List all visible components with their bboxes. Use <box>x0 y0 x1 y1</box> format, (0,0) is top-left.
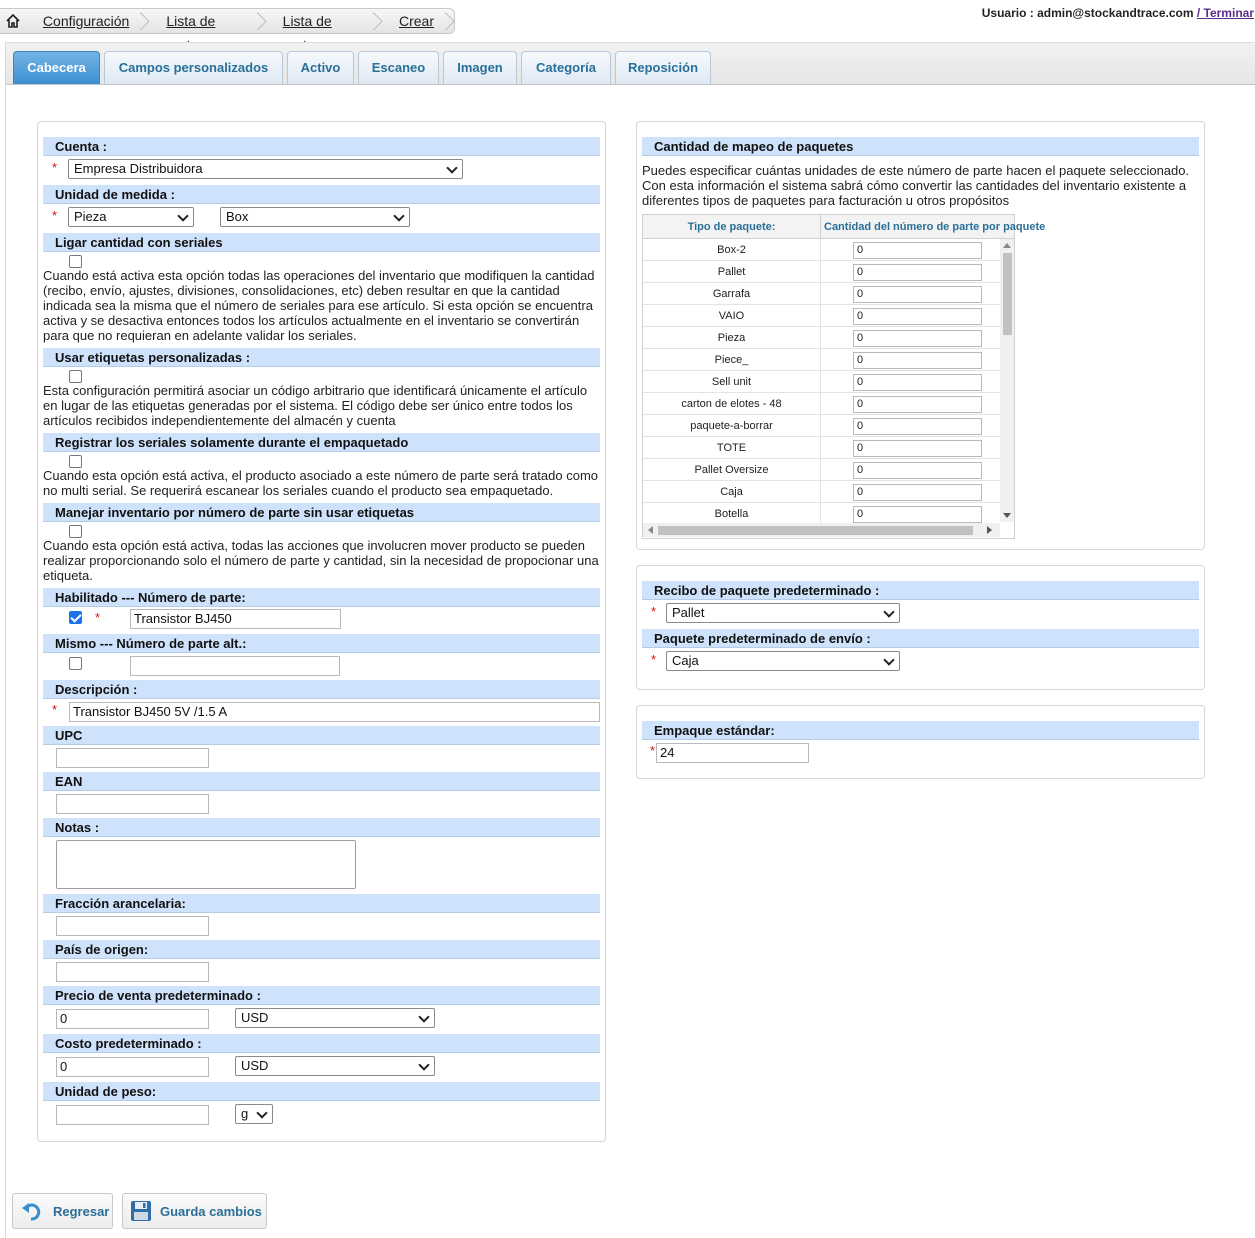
precio-venta-label: Precio de venta predeterminado : <box>43 986 600 1005</box>
back-button[interactable] <box>12 1193 113 1229</box>
mismo-label: Mismo --- Número de parte alt.: <box>43 634 600 653</box>
fraccion-input[interactable] <box>56 916 209 936</box>
empaque-panel <box>636 705 1205 779</box>
tipo-paquete-cell: Pieza <box>643 327 821 349</box>
cantidad-input[interactable]: 0 <box>853 308 982 325</box>
tab-categoria[interactable]: Categoría <box>521 51 611 84</box>
cantidad-input[interactable]: 0 <box>853 286 982 303</box>
cantidad-input[interactable]: 0 <box>853 330 982 347</box>
breadcrumb-lista-partes[interactable]: Lista de <box>149 9 265 33</box>
required-marker: * <box>52 208 58 223</box>
logout-link[interactable]: / Terminar <box>1196 6 1254 20</box>
registrar-seriales-label: Registrar los seriales solamente durante el empaquetado <box>43 433 600 452</box>
col-tipo-paquete[interactable]: Tipo de paquete: <box>643 215 821 239</box>
user-info <box>982 6 1254 20</box>
scroll-left-icon[interactable] <box>648 526 653 534</box>
manejar-inventario-desc: Cuando esta opción está activa, todas las acciones que involucren mover producto se pueden realizar proporcionando solo el número de parte y cantidad, sin la necesidad de propocionar una etiqueta. <box>43 538 599 583</box>
required-marker: * <box>95 610 101 625</box>
tab-bar <box>6 43 1255 85</box>
table-row <box>643 393 1000 415</box>
precio-moneda-select[interactable]: USD <box>235 1008 435 1028</box>
ligar-seriales-checkbox[interactable] <box>69 255 82 268</box>
tipo-paquete-cell: Garrafa <box>643 283 821 305</box>
tipo-paquete-cell: paquete-a-borrar <box>643 415 821 437</box>
required-marker: * <box>650 743 656 758</box>
precio-venta-input[interactable]: 0 <box>56 1009 209 1029</box>
manejar-inventario-label: Manejar inventario por número de parte sin usar etiquetas <box>43 503 600 522</box>
required-marker: * <box>651 652 657 667</box>
ligar-seriales-desc: Cuando está activa esta opción todas las operaciones del inventario que modifiquen la cantidad (recibo, envío, ajustes, divisiones, consolidaciones, etc) deben resultar en que la cantidad indicada sea la misma que el número de seriales para ese artículo. Si esta opción se encuentra activa y se desactiva entonces todos los artículos actualmente en el inventario se convertirán para que no requieran en adelante validar los seriales. <box>43 268 595 343</box>
tab-escaneo[interactable]: Escaneo <box>358 51 439 84</box>
tab-reposicion[interactable]: Reposición <box>615 51 711 84</box>
tipo-paquete-cell: Box-2 <box>643 239 821 261</box>
costo-moneda-select[interactable]: USD <box>235 1056 435 1076</box>
required-marker: * <box>52 702 58 717</box>
required-marker: * <box>651 604 657 619</box>
ligar-seriales-label: Ligar cantidad con seriales <box>43 233 600 252</box>
table-row <box>643 261 1000 283</box>
etiquetas-desc: Esta configuración permitirá asociar un código arbitrario que identificará únicamente el artículo en lugar de las etiquetas generadas por el sistema. El código debe ser único entre todos los artículos recibidos independientemente del almacén y cuenta <box>43 383 588 428</box>
cantidad-input[interactable]: 0 <box>853 440 982 457</box>
empaque-label: Empaque estándar: <box>642 721 1199 740</box>
numero-parte-input[interactable]: Transistor BJ450 <box>130 609 341 629</box>
notas-textarea[interactable] <box>56 840 356 889</box>
grid-horizontal-scrollbar[interactable] <box>643 523 1000 537</box>
cantidad-input[interactable]: 0 <box>853 352 982 369</box>
unidad-medida-label: Unidad de medida : <box>43 185 600 204</box>
registrar-seriales-desc: Cuando esta opción está activa, el producto asociado a este número de parte será tratado como no multi serial. Se requerirá escanear los seriales cuando el producto sea empaquetado. <box>43 468 599 498</box>
breadcrumb-lista-partes-2[interactable]: Lista de <box>266 9 382 33</box>
tipo-paquete-cell: Pallet Oversize <box>643 459 821 481</box>
cantidad-input[interactable]: 0 <box>853 242 982 259</box>
required-marker: * <box>52 160 58 175</box>
mapeo-grid <box>642 214 1046 539</box>
tab-campos-personalizados[interactable]: Campos personalizados <box>104 51 283 84</box>
mapeo-grid-header <box>643 215 1046 239</box>
costo-label: Costo predeterminado : <box>43 1034 600 1053</box>
unidad-paquete-select[interactable]: Box <box>220 207 410 227</box>
cantidad-input[interactable]: 0 <box>853 462 982 479</box>
col-cantidad[interactable]: Cantidad del número de parte por paquete <box>824 221 1046 233</box>
tipo-paquete-cell: Pallet <box>643 261 821 283</box>
cantidad-input[interactable]: 0 <box>853 396 982 413</box>
cantidad-input[interactable]: 0 <box>853 374 982 391</box>
user-label: Usuario : admin@stockandtrace.com <box>981 6 1194 20</box>
ean-label: EAN <box>43 772 600 791</box>
scroll-up-icon[interactable] <box>1003 243 1011 248</box>
back-button-label: Regresar <box>53 1203 110 1219</box>
cuenta-select[interactable]: Empresa Distribuidora <box>68 159 463 179</box>
table-row <box>643 481 1000 503</box>
cantidad-input[interactable]: 0 <box>853 418 982 435</box>
manejar-inventario-checkbox[interactable] <box>69 525 82 538</box>
envio-paquete-label: Paquete predeterminado de envío : <box>642 629 1199 648</box>
save-disk-icon <box>130 1200 152 1222</box>
breadcrumb-configuracion[interactable]: Configuración <box>26 9 149 33</box>
table-row <box>643 371 1000 393</box>
envio-paquete-select[interactable]: Caja <box>666 651 900 671</box>
unidad-peso-label: Unidad de peso: <box>43 1082 600 1101</box>
unidad-peso-select[interactable]: g <box>235 1104 273 1124</box>
mapeo-title: Cantidad de mapeo de paquetes <box>642 137 1199 156</box>
tipo-paquete-cell: carton de elotes - 48 <box>643 393 821 415</box>
table-row <box>643 327 1000 349</box>
back-arrow-icon <box>21 1200 43 1222</box>
recibo-paquete-select[interactable]: Pallet <box>666 603 900 623</box>
home-icon[interactable] <box>0 9 26 33</box>
mapeo-desc: Puedes especificar cuántas unidades de este número de parte hacen el paquete seleccionado. Con esta información el sistema sabrá cómo convertir las cantidades del inventario existente a diferentes tipos de paquetes para facturación u otros propósitos <box>642 163 1190 208</box>
tipo-paquete-cell: TOTE <box>643 437 821 459</box>
tipo-paquete-cell: Sell unit <box>643 371 821 393</box>
grid-vertical-scrollbar[interactable] <box>1000 239 1014 522</box>
cantidad-input[interactable]: 0 <box>853 264 982 281</box>
upc-label: UPC <box>43 726 600 745</box>
table-row <box>643 459 1000 481</box>
ean-input[interactable] <box>56 794 209 814</box>
descripcion-input[interactable]: Transistor BJ450 5V /1.5 A <box>69 702 600 722</box>
empaque-input[interactable]: 24 <box>656 743 809 763</box>
table-row <box>643 415 1000 437</box>
numero-parte-alt-input[interactable] <box>130 656 340 676</box>
unidad-peso-input[interactable] <box>56 1105 209 1125</box>
table-row <box>643 349 1000 371</box>
cantidad-input[interactable]: 0 <box>853 484 982 501</box>
notas-label: Notas : <box>43 818 600 837</box>
etiquetas-checkbox[interactable] <box>69 370 82 383</box>
habilitado-label: Habilitado --- Número de parte: <box>43 588 600 607</box>
cuenta-label: Cuenta : <box>43 137 600 156</box>
save-button-label: Guarda cambios <box>160 1203 262 1219</box>
tipo-paquete-cell: Caja <box>643 481 821 503</box>
tipo-paquete-cell: Piece_ <box>643 349 821 371</box>
etiquetas-label: Usar etiquetas personalizadas : <box>43 348 600 367</box>
table-row <box>643 239 1000 261</box>
tab-cabecera[interactable]: Cabecera <box>13 51 100 84</box>
scroll-right-icon[interactable] <box>987 526 992 534</box>
tipo-paquete-cell: VAIO <box>643 305 821 327</box>
pais-origen-input[interactable] <box>56 962 209 982</box>
save-button[interactable] <box>122 1193 267 1229</box>
table-row <box>643 283 1000 305</box>
costo-input[interactable]: 0 <box>56 1057 209 1077</box>
breadcrumb-crear[interactable]: Crear <box>382 9 454 33</box>
descripcion-label: Descripción : <box>43 680 600 699</box>
pais-origen-label: País de origen: <box>43 940 600 959</box>
recibo-paquete-label: Recibo de paquete predeterminado : <box>642 581 1199 600</box>
breadcrumb <box>0 8 455 34</box>
scroll-h-thumb[interactable] <box>658 526 973 535</box>
table-row <box>643 437 1000 459</box>
tab-imagen[interactable]: Imagen <box>443 51 517 84</box>
upc-input[interactable] <box>56 748 209 768</box>
scroll-thumb[interactable] <box>1003 253 1012 335</box>
tipo-paquete-cell: Botella <box>643 503 821 525</box>
table-row <box>643 503 1000 525</box>
tab-activo[interactable]: Activo <box>287 51 354 84</box>
cantidad-input[interactable]: 0 <box>853 506 982 523</box>
fraccion-label: Fracción arancelaria: <box>43 894 600 913</box>
table-row <box>643 305 1000 327</box>
mismo-checkbox[interactable] <box>69 657 82 670</box>
scroll-down-icon[interactable] <box>1003 513 1011 518</box>
habilitado-checkbox[interactable] <box>69 611 82 624</box>
registrar-seriales-checkbox[interactable] <box>69 455 82 468</box>
unidad-medida-select[interactable]: Pieza <box>68 207 194 227</box>
